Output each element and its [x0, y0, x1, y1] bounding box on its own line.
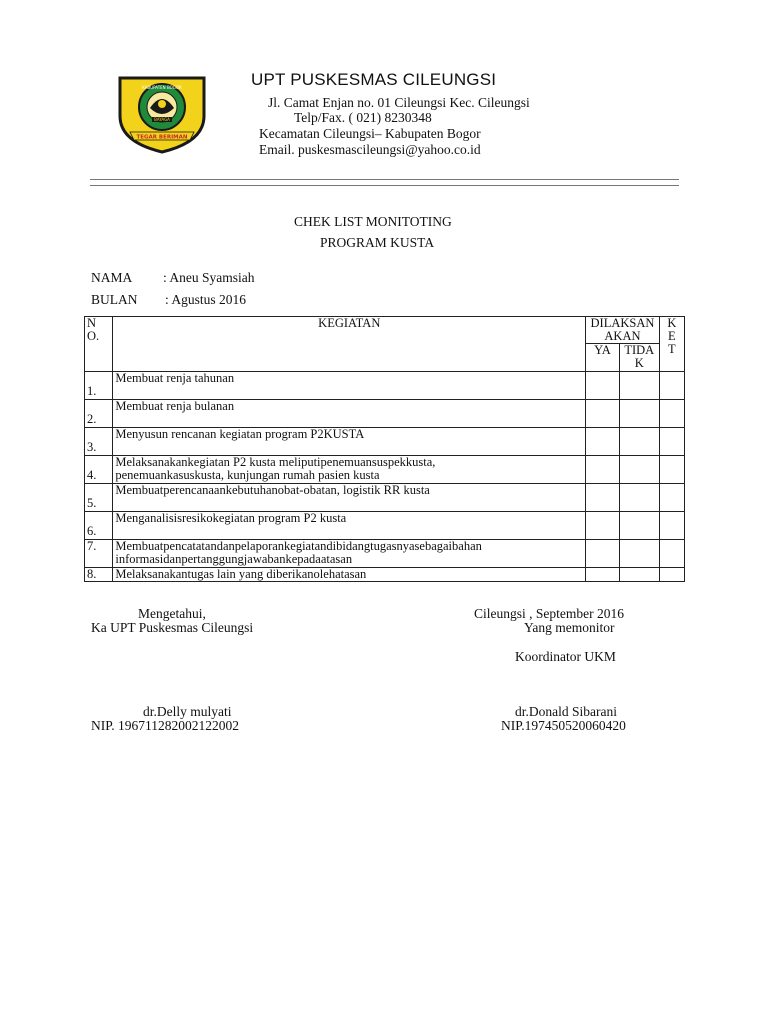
table-row	[85, 428, 685, 456]
ya-cell[interactable]	[586, 540, 620, 568]
row-number: 8.	[85, 568, 113, 582]
row-kegiatan	[113, 568, 586, 582]
ya-cell[interactable]	[586, 428, 620, 456]
header-divider-top	[90, 179, 679, 180]
ket-cell[interactable]	[659, 428, 684, 456]
logo-motto: TEGAR BERIMAN	[136, 134, 188, 141]
kegiatan-line: Membuat renja bulanan	[115, 399, 235, 413]
table-row	[85, 512, 685, 540]
kegiatan-line: Membuat renja tahunan	[115, 371, 235, 385]
right-signer-title: Koordinator UKM	[515, 649, 616, 664]
bogor-regency-logo	[116, 72, 208, 156]
ket-cell[interactable]	[659, 456, 684, 484]
header-kegiatan: KEGIATAN	[113, 317, 586, 372]
ket-cell[interactable]	[659, 540, 684, 568]
ya-cell[interactable]	[586, 456, 620, 484]
header-tidak: TIDA K	[619, 344, 659, 372]
org-district: Kecamatan Cileungsi– Kabupaten Bogor	[259, 126, 481, 141]
kegiatan-line: penemuankasuskusta, kunjungan rumah pasien kusta	[115, 468, 380, 482]
row-kegiatan	[113, 428, 586, 456]
left-signer-nip: NIP. 196711282002122002	[91, 718, 240, 733]
kegiatan-line: Membuatpencatatandanpelaporankegiatandibidangtugasnyasebagaibahan	[115, 539, 482, 553]
ket-cell[interactable]	[659, 512, 684, 540]
document-title: CHEK LIST MONITOTING	[294, 214, 452, 229]
ya-cell[interactable]	[586, 400, 620, 428]
row-kegiatan	[113, 484, 586, 512]
kegiatan-line: Melaksanakankegiatan P2 kusta meliputipenemuansuspekkusta,	[115, 455, 436, 469]
mengetahui-label: Mengetahui,	[138, 606, 206, 621]
row-number: 2.	[85, 400, 113, 428]
left-signer-title: Ka UPT Puskesmas Cileungsi	[91, 620, 254, 635]
tidak-cell[interactable]	[619, 428, 659, 456]
table-row	[85, 484, 685, 512]
table-row	[85, 400, 685, 428]
tidak-cell[interactable]	[619, 512, 659, 540]
kegiatan-line: Membuatperencanaankebutuhanobat-obatan, logistik RR kusta	[115, 483, 430, 497]
row-number: 3.	[85, 428, 113, 456]
ya-cell[interactable]	[586, 512, 620, 540]
row-number: 7.	[85, 540, 113, 568]
tidak-cell[interactable]	[619, 484, 659, 512]
row-kegiatan	[113, 540, 586, 568]
ya-cell[interactable]	[586, 568, 620, 582]
row-kegiatan	[113, 456, 586, 484]
table-row	[85, 540, 685, 568]
logo-ring-text: KABUPATEN BOGOR	[142, 85, 182, 90]
kegiatan-line: Menganalisisresikokegiatan program P2 kusta	[115, 511, 347, 525]
kegiatan-line: Melaksanakantugas lain yang diberikanolehatasan	[115, 567, 367, 581]
row-kegiatan	[113, 372, 586, 400]
tidak-cell[interactable]	[619, 568, 659, 582]
row-number: 6.	[85, 512, 113, 540]
row-number: 4.	[85, 456, 113, 484]
checklist-table	[84, 316, 685, 582]
nama-value: : Aneu Syamsiah	[163, 270, 255, 285]
ya-cell[interactable]	[586, 372, 620, 400]
nama-label: NAMA	[91, 270, 133, 285]
row-kegiatan	[113, 512, 586, 540]
header-divider-bottom	[90, 185, 679, 186]
table-row	[85, 568, 685, 582]
tidak-cell[interactable]	[619, 400, 659, 428]
org-address: Jl. Camat Enjan no. 01 Cileungsi Kec. Cileungsi	[268, 95, 530, 110]
row-number: 5.	[85, 484, 113, 512]
tidak-cell[interactable]	[619, 372, 659, 400]
ket-cell[interactable]	[659, 568, 684, 582]
header-no: N O.	[85, 317, 113, 372]
kegiatan-line: Menyusun rencanan kegiatan program P2KUSTA	[115, 427, 365, 441]
table-header-row	[85, 317, 685, 344]
row-kegiatan	[113, 400, 586, 428]
tidak-cell[interactable]	[619, 540, 659, 568]
left-signer-name: dr.Delly mulyati	[143, 704, 232, 719]
ket-cell[interactable]	[659, 372, 684, 400]
ya-cell[interactable]	[586, 484, 620, 512]
right-signer-name: dr.Donald Sibarani	[515, 704, 617, 719]
header-ket: K E T	[659, 317, 684, 372]
org-phone: Telp/Fax. ( 021) 8230348	[294, 110, 432, 125]
place-date: Cileungsi , September 2016	[474, 606, 624, 621]
bulan-value: : Agustus 2016	[165, 292, 247, 307]
tidak-cell[interactable]	[619, 456, 659, 484]
header-ya: YA	[586, 344, 620, 372]
table-row	[85, 372, 685, 400]
org-email: Email. puskesmascileungsi@yahoo.co.id	[259, 142, 481, 157]
row-number: 1.	[85, 372, 113, 400]
monitor-label: Yang memonitor	[524, 620, 615, 635]
org-name: UPT PUSKESMAS CILEUNGSI	[251, 70, 497, 89]
kegiatan-line: informasidanpertanggungjawabankepadaatasan	[115, 552, 353, 566]
ket-cell[interactable]	[659, 484, 684, 512]
ket-cell[interactable]	[659, 400, 684, 428]
logo-center-text: BAYAGA	[154, 117, 170, 122]
table-row	[85, 456, 685, 484]
right-signer-nip: NIP.197450520060420	[501, 718, 626, 733]
document-subtitle: PROGRAM KUSTA	[320, 235, 435, 250]
header-dilaksanakan: DILAKSAN AKAN	[586, 317, 660, 344]
bulan-label: BULAN	[91, 292, 138, 307]
